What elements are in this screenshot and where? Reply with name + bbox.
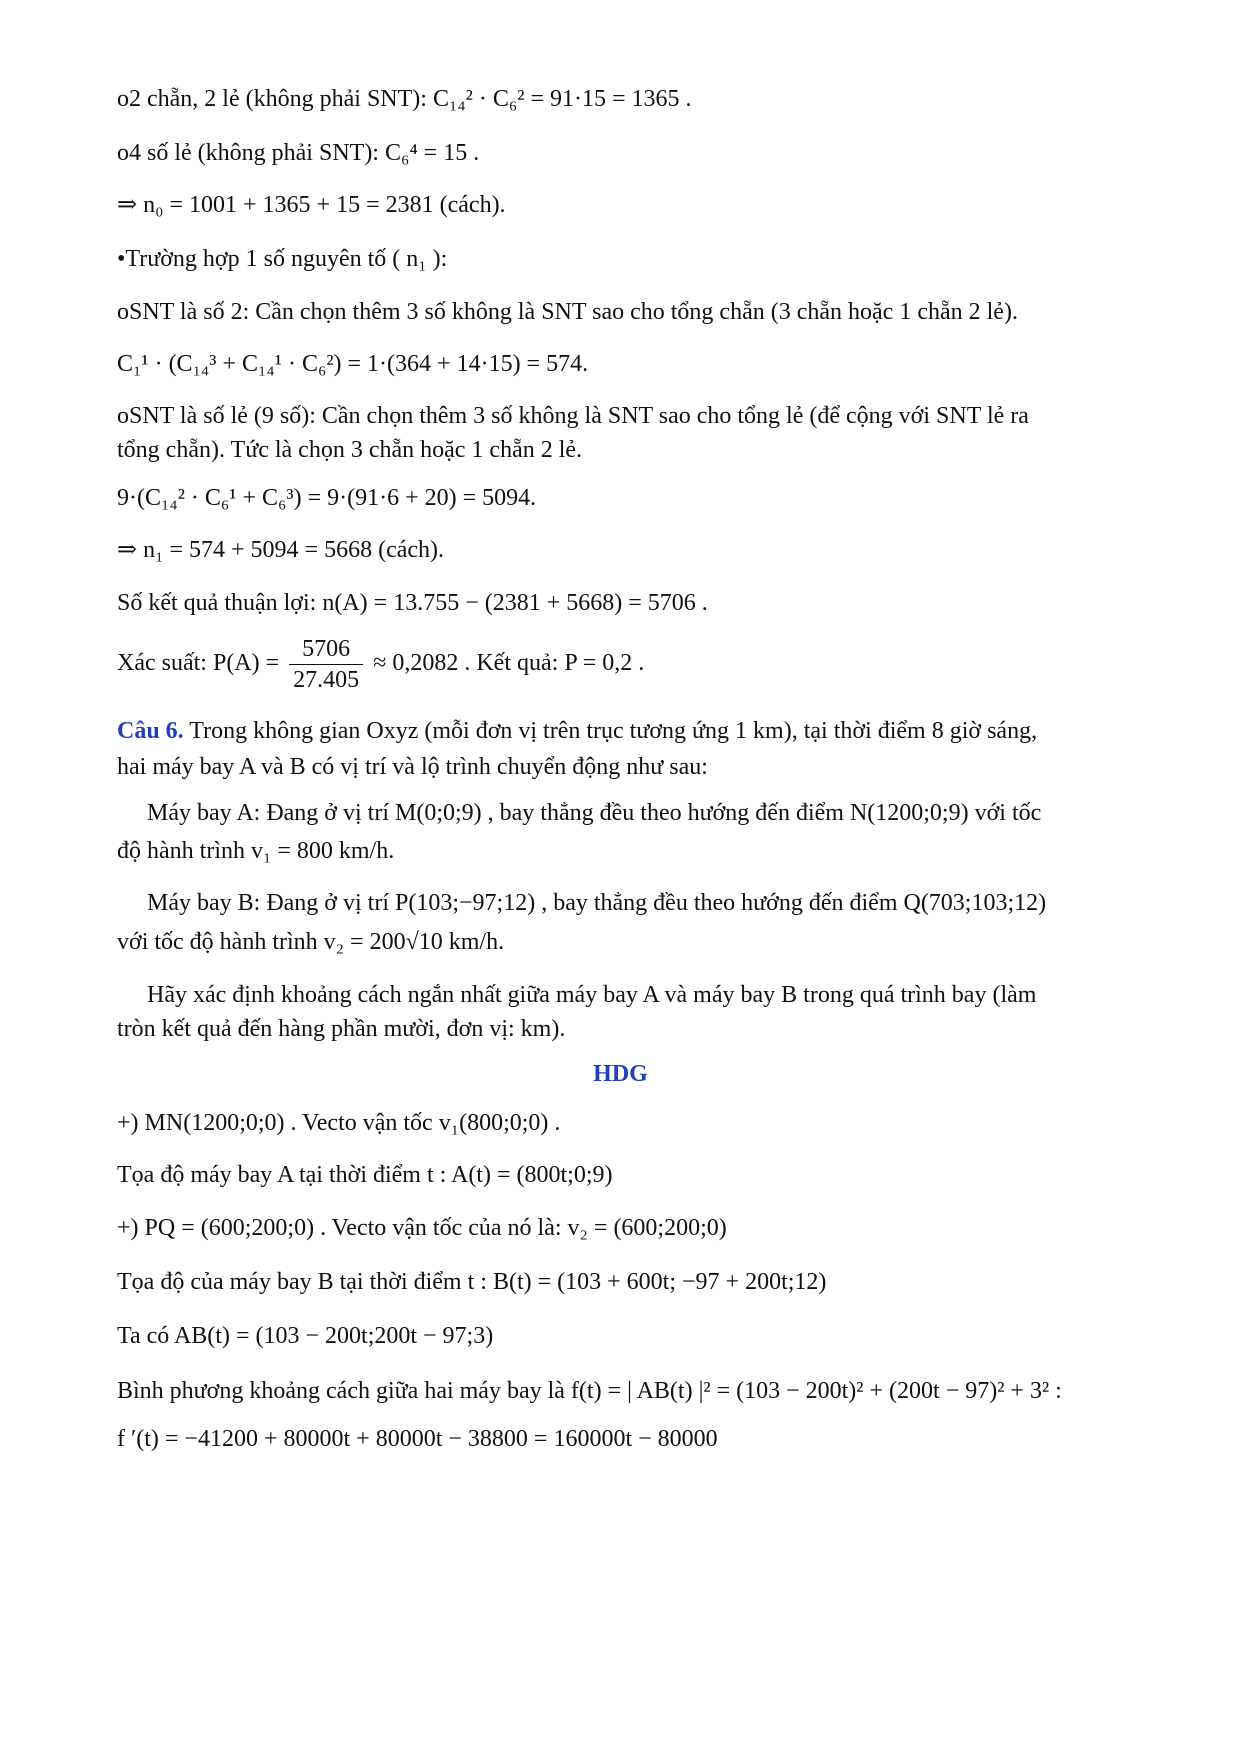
text-line-1: o2 chẵn, 2 lẻ (không phải SNT): C₁₄² · C₆² = 91·15 = 1365 .	[117, 86, 692, 112]
solution-line-2: Tọa độ máy bay A tại thời điểm t : A(t) = (800t;0;9)	[117, 1162, 613, 1188]
plane-b-line-2: với tốc độ hành trình v₂ = 200√10 km/h.	[117, 929, 505, 955]
solution-line-5: Ta có AB(t) = (103 − 200t;200t − 97;3)	[117, 1323, 494, 1349]
favorable-outcomes: Số kết quả thuận lợi: n(A) = 13.755 − (2381 + 5668) = 5706 .	[117, 590, 708, 616]
solution-line-1: +) MN(1200;0;0) . Vecto vận tốc v₁(800;0;0) .	[117, 1110, 561, 1136]
case-heading: •Trường hợp 1 số nguyên tố ( n₁ ):	[117, 246, 448, 272]
question-label: Câu 6.	[117, 718, 184, 744]
fraction-numerator: 5706	[289, 634, 363, 665]
solution-line-4: Tọa độ của máy bay B tại thời điểm t : B(t) = (103 + 600t; −97 + 200t;12)	[117, 1269, 827, 1295]
solution-heading	[0, 1057, 1241, 1091]
text-line-7: oSNT là số lẻ (9 số): Cần chọn thêm 3 số không là SNT sao cho tổng lẻ (để cộng với SNT lẻ ra	[117, 403, 1029, 429]
formula-line-6: C₁¹ · (C₁₄³ + C₁₄¹ · C₆²) = 1·(364 + 14·15) = 574.	[117, 351, 589, 377]
text-line-8: tổng chẵn). Tức là chọn 3 chẵn hoặc 1 chẵn 2 lẻ.	[117, 437, 583, 463]
text-line-2: o4 số lẻ (không phải SNT): C₆⁴ = 15 .	[117, 140, 480, 166]
plane-a-line-1: Máy bay A: Đang ở vị trí M(0;0;9) , bay thẳng đều theo hướng đến điểm N(1200;0;9) với tốc	[147, 800, 1042, 826]
solution-line-7: f ′(t) = −41200 + 80000t + 80000t − 38800 = 160000t − 80000	[117, 1426, 718, 1452]
task-line-1: Hãy xác định khoảng cách ngắn nhất giữa máy bay A và máy bay B trong quá trình bay (làm	[147, 982, 1037, 1008]
question-text: Trong không gian Oxyz (mỗi đơn vị trên trục tương ứng 1 km), tại thời điểm 8 giờ sáng,	[183, 718, 1038, 744]
fraction-denominator: 27.405	[293, 666, 360, 693]
probability-label: Xác suất: P(A) =	[117, 650, 280, 676]
question-6-line-2: hai máy bay A và B có vị trí và lộ trình chuyển động như sau:	[117, 754, 708, 780]
plane-a-line-2: độ hành trình v₁ = 800 km/h.	[117, 838, 395, 864]
plane-b-line-1: Máy bay B: Đang ở vị trí P(103;−97;12) , bay thẳng đều theo hướng đến điểm Q(703;103;12)	[147, 890, 1047, 916]
question-6-line-1	[117, 714, 1151, 748]
solution-line-3: +) PQ = (600;200;0) . Vecto vận tốc của nó là: v₂ = (600;200;0)	[117, 1215, 727, 1241]
text-line-3: ⇒ n₀ = 1001 + 1365 + 15 = 2381 (cách).	[117, 192, 506, 218]
hdg-label: HDG	[593, 1061, 648, 1087]
formula-line-9: 9·(C₁₄² · C₆¹ + C₆³) = 9·(91·6 + 20) = 5094.	[117, 485, 537, 511]
probability-fraction	[289, 634, 363, 695]
probability-result: ≈ 0,2082 . Kết quả: P = 0,2 .	[373, 650, 645, 676]
solution-line-6: Bình phương khoảng cách giữa hai máy bay là f(t) = | AB(t) |² = (103 − 200t)² + (200t − 97)² + 3² :	[117, 1378, 1062, 1404]
text-line-10: ⇒ n₁ = 574 + 5094 = 5668 (cách).	[117, 537, 445, 563]
probability-line	[117, 633, 1151, 695]
task-line-2: tròn kết quả đến hàng phần mười, đơn vị: km).	[117, 1016, 566, 1042]
text-line-5: oSNT là số 2: Cần chọn thêm 3 số không là SNT sao cho tổng chẵn (3 chẵn hoặc 1 chẵn 2 lẻ).	[117, 299, 1018, 325]
